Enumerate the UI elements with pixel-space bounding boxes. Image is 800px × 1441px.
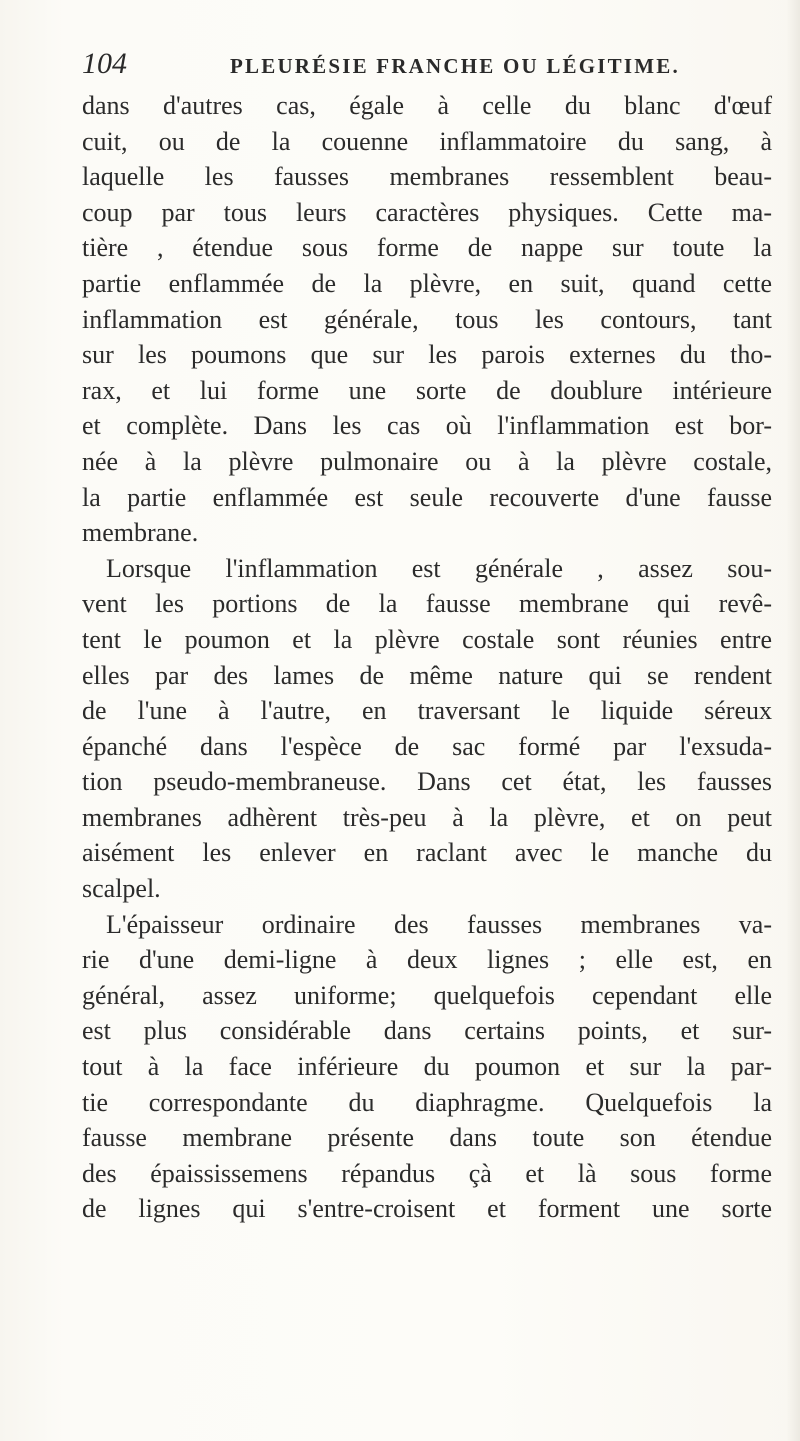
text-line: rax, et lui forme une sorte de doublure intérieure — [82, 375, 772, 405]
text-line: coup par tous leurs caractères physiques. Cette ma- — [82, 197, 772, 227]
page-number: 104 — [82, 47, 127, 80]
text-line: elles par des lames de même nature qui se rendent — [82, 660, 772, 690]
text-line: est plus considérable dans certains points, et sur- — [82, 1016, 772, 1046]
text-line: rie d'une demi-ligne à deux lignes ; elle est, en — [82, 945, 772, 975]
text-line: tie correspondante du diaphragme. Quelquefois la — [82, 1087, 772, 1117]
text-line: membrane. — [82, 518, 199, 548]
text-line: Lorsque l'inflammation est générale , assez sou- — [106, 553, 772, 583]
text-line: et complète. Dans les cas où l'inflammation est bor- — [82, 411, 772, 441]
text-line: aisément les enlever en raclant avec le manche du — [82, 838, 772, 868]
body-text — [82, 88, 772, 1227]
text-line: scalpel. — [82, 874, 161, 904]
page-header — [82, 46, 782, 86]
text-line: vent les portions de la fausse membrane qui revê- — [82, 589, 772, 619]
text-line: membranes adhèrent très-peu à la plèvre, et on peut — [82, 802, 772, 832]
text-line: de l'une à l'autre, en traversant le liquide séreux — [82, 696, 772, 726]
text-line: tent le poumon et la plèvre costale sont réunies entre — [82, 624, 772, 654]
text-line: tion pseudo-membraneuse. Dans cet état, les fausses — [82, 767, 772, 797]
page-edge-shadow — [786, 0, 800, 1441]
text-line: tout à la face inférieure du poumon et sur la par- — [82, 1052, 772, 1082]
text-line: de lignes qui s'entre-croisent et forment une sorte — [82, 1194, 772, 1224]
text-line: la partie enflammée est seule recouverte d'une fausse — [82, 482, 772, 512]
text-line: général, assez uniforme; quelquefois cependant elle — [82, 980, 772, 1010]
text-line: partie enflammée de la plèvre, en suit, quand cette — [82, 268, 772, 298]
text-line: sur les poumons que sur les parois externes du tho- — [82, 340, 772, 370]
running-head: PLEURÉSIE FRANCHE OU LÉGITIME. — [230, 54, 680, 78]
text-line: tière , étendue sous forme de nappe sur toute la — [82, 233, 772, 263]
text-line: fausse membrane présente dans toute son étendue — [82, 1123, 772, 1153]
text-line: L'épaisseur ordinaire des fausses membranes va- — [106, 909, 772, 939]
text-line: dans d'autres cas, égale à celle du blanc d'œuf — [82, 91, 772, 120]
text-line: des épaississemens répandus çà et là sous forme — [82, 1158, 772, 1188]
text-line: laquelle les fausses membranes ressemblent beau- — [82, 162, 772, 192]
text-line: née à la plèvre pulmonaire ou à la plèvre costale, — [82, 446, 772, 476]
text-line: inflammation est générale, tous les contours, tant — [82, 304, 772, 334]
text-line: cuit, ou de la couenne inflammatoire du sang, à — [82, 126, 772, 156]
text-line: épanché dans l'espèce de sac formé par l'exsuda- — [82, 731, 772, 761]
